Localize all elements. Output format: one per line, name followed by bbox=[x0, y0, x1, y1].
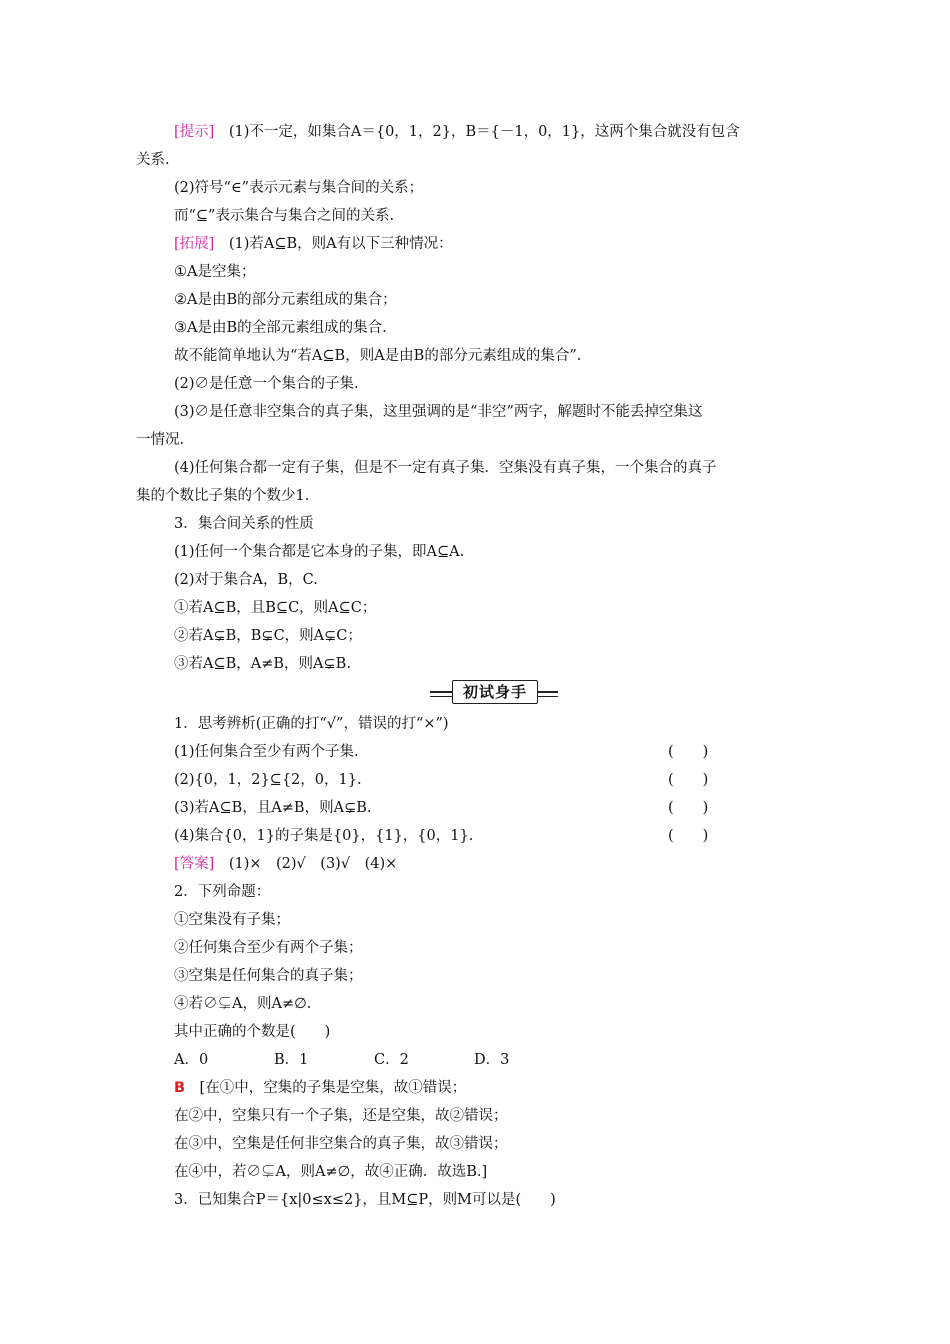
hint-line-3: (2)符号“∈”表示元素与集合间的关系； bbox=[174, 180, 424, 196]
q2-item-2: ②任何集合至少有两个子集； bbox=[174, 940, 363, 956]
extension-line-4: ③A是由B的全部元素组成的集合. bbox=[174, 320, 387, 336]
q1-item-4: (4)集合{0，1}的子集是{0}，{1}，{0，1}. bbox=[174, 828, 474, 844]
property-line-2: (2)对于集合A，B，C. bbox=[174, 572, 318, 588]
q2-explanation-1: B [在①中，空集的子集是空集，故①错误； bbox=[174, 1080, 467, 1096]
q2-explanation-2: 在②中，空集只有一个子集，还是空集，故②错误； bbox=[174, 1108, 508, 1124]
q1-answer-blank-2: ( ) bbox=[668, 772, 709, 788]
property-line-4: ②若A⊊B，B⊊C，则A⊊C； bbox=[174, 628, 362, 644]
extension-line-2: ①A是空集； bbox=[174, 264, 256, 280]
section-banner bbox=[430, 680, 558, 704]
q2-option-b: B．1 bbox=[274, 1052, 309, 1068]
property-line-3: ①若A⊆B，且B⊆C，则A⊆C； bbox=[174, 600, 377, 616]
q2-option-d: D．3 bbox=[474, 1052, 510, 1068]
q1-answer-blank-4: ( ) bbox=[668, 828, 709, 844]
q2-title: 2．下列命题： bbox=[174, 884, 271, 900]
hint-tag: [提示] bbox=[174, 124, 215, 140]
extension-line-7: (3)∅是任意非空集合的真子集，这里强调的是“非空”两字，解题时不能丢掉空集这 bbox=[174, 404, 703, 420]
q1-answer: [答案] (1)× (2)√ (3)√ (4)× bbox=[174, 856, 398, 872]
answer-tag: [答案] bbox=[174, 856, 215, 872]
q2-option-c: C．2 bbox=[374, 1052, 409, 1068]
q2-option-a: A．0 bbox=[174, 1052, 209, 1068]
extension-tag: [拓展] bbox=[174, 236, 215, 252]
q2-question: 其中正确的个数是( ) bbox=[174, 1024, 331, 1040]
q2-answer-letter: B bbox=[174, 1080, 186, 1096]
q3-title: 3．已知集合P＝{x|0≤x≤2}，且M⊆P，则M可以是( ) bbox=[174, 1192, 556, 1208]
hint-line-4: 而“⊆”表示集合与集合之间的关系. bbox=[174, 208, 395, 224]
banner-title: 初试身手 bbox=[452, 680, 538, 704]
extension-line-5: 故不能简单地认为“若A⊆B，则A是由B的部分元素组成的集合”. bbox=[174, 348, 582, 364]
q1-item-1: (1)任何集合至少有两个子集. bbox=[174, 744, 359, 760]
extension-line-10: 集的个数比子集的个数少1. bbox=[136, 488, 310, 504]
extension-line-9: (4)任何集合都一定有子集，但是不一定有真子集．空集没有真子集，一个集合的真子 bbox=[174, 460, 717, 476]
q2-explanation-3: 在③中，空集是任何非空集合的真子集，故③错误； bbox=[174, 1136, 508, 1152]
q1-title: 1．思考辨析(正确的打“√”，错误的打“×”) bbox=[174, 716, 449, 732]
property-line-1: (1)任何一个集合都是它本身的子集，即A⊆A. bbox=[174, 544, 465, 560]
q2-explanation-4: 在④中，若∅⊊A，则A≠∅，故④正确．故选B.] bbox=[174, 1164, 488, 1180]
q2-item-1: ①空集没有子集； bbox=[174, 912, 290, 928]
hint-line-1: [提示] (1)不一定，如集合A＝{0，1，2}，B＝{－1，0，1}，这两个集合就没有包含 bbox=[174, 124, 740, 140]
q1-item-3: (3)若A⊆B，且A≠B，则A⊊B. bbox=[174, 800, 372, 816]
q2-options bbox=[174, 1050, 574, 1070]
q2-item-3: ③空集是任何集合的真子集； bbox=[174, 968, 363, 984]
extension-line-3: ②A是由B的部分元素组成的集合； bbox=[174, 292, 397, 308]
property-line-5: ③若A⊆B，A≠B，则A⊊B. bbox=[174, 656, 351, 672]
q1-answer-blank-1: ( ) bbox=[668, 744, 709, 760]
section-heading: 3．集合间关系的性质 bbox=[174, 516, 314, 532]
q2-item-4: ④若∅⊊A，则A≠∅. bbox=[174, 996, 312, 1012]
q1-answer-blank-3: ( ) bbox=[668, 800, 709, 816]
extension-line-6: (2)∅是任意一个集合的子集. bbox=[174, 376, 359, 392]
hint-line-2: 关系. bbox=[136, 152, 170, 168]
extension-line-1: [拓展] (1)若A⊆B，则A有以下三种情况： bbox=[174, 236, 453, 252]
q1-item-2: (2){0，1，2}⊆{2，0，1}. bbox=[174, 772, 362, 788]
extension-line-8: 一情况. bbox=[136, 432, 185, 448]
